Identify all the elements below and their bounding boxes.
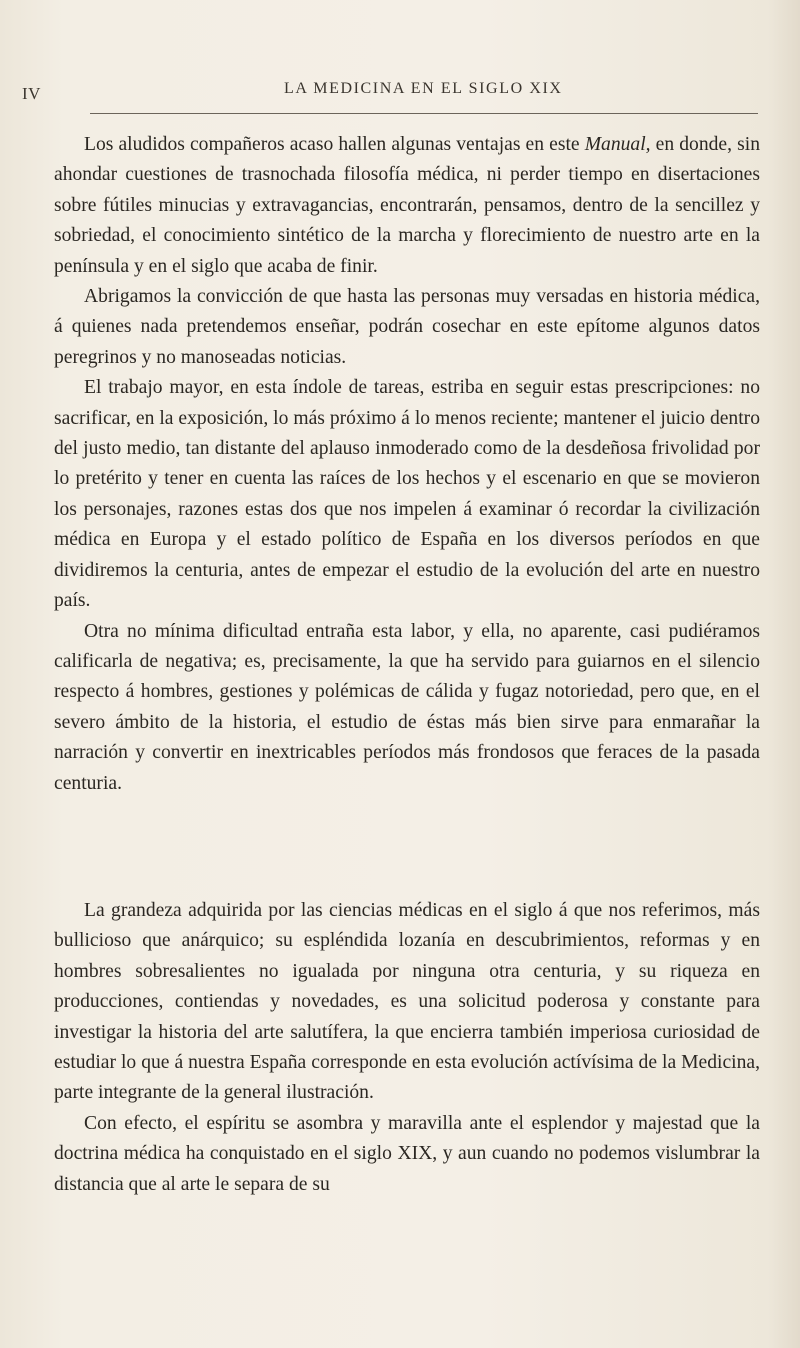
paragraph-5: La grandeza adquirida por las ciencias médicas en el siglo á que nos referimos, más bullicioso que anárquico; su espléndida lozanía en descubrimientos, reformas y en hombres sobresalientes no igualada por ninguna otra centuria, y su riqueza en producciones, contiendas y novedades, es una solicitud poderosa y constante para investigar la historia del arte salutífera, la que encierra también imperiosa curiosidad de estudiar lo que á nuestra España corresponde en esta evolución actívísima de la Medicina, parte integrante de la general ilustración. <box>54 900 760 1104</box>
paragraph-1-rest: en donde, sin ahondar cuestiones de trasnochada filosofía médica, ni perder tiempo en disertaciones sobre fútiles minucias y extravagancias, encontrarán, pensamos, dentro de la sencillez y sobriedad, el conocimiento sintético de la marcha y florecimiento de nuestro arte en la península y en el siglo que acaba de finir. <box>54 134 760 277</box>
paragraph-1 <box>54 130 760 282</box>
paragraph-3: El trabajo mayor, en esta índole de tareas, estriba en seguir estas prescripciones: no sacrificar, en la exposición, lo más próximo á lo menos reciente; mantener el juicio dentro del justo medio, tan distante del aplauso inmoderado como de la desdeñosa frivolidad por lo pretérito y tener en cuenta las raíces de los hechos y el escenario en que se movieron los personajes, razones estas dos que nos impelen á examinar ó recordar la civilización médica en Europa y el estado político de España en los diversos períodos en que dividiremos la centuria, antes de empezar el estudio de la evolución del arte en nuestro país. <box>54 377 760 612</box>
page-number: IV <box>22 84 41 103</box>
text-block-upper <box>54 130 760 799</box>
paragraph-1-lead: Los aludidos compañeros acaso hallen algunas ventajas en este <box>84 134 585 155</box>
paragraph-4: Otra no mínima dificultad entraña esta labor, y ella, no aparente, casi pudiéramos calificarla de negativa; es, precisamente, la que ha servido para guiarnos en el silencio respecto á hombres, gestiones y polémicas de cálida y fugaz notoriedad, pero que, en el severo ámbito de la historia, el estudio de éstas más bien sirve para enmarañar la narración y convertir en inextricables períodos más frondosos que feraces de la pasada centuria. <box>54 620 760 794</box>
running-head: LA MEDICINA EN EL SIGLO XIX <box>284 80 563 97</box>
manual-title: Manual, <box>584 134 651 155</box>
paragraph-6: Con efecto, el espíritu se asombra y maravilla ante el esplendor y majestad que la doctrina médica ha conquistado en el siglo XIX, y aun cuando no podemos vislumbrar la distancia que al arte le separa de su <box>54 1112 760 1195</box>
text-block-lower <box>54 896 760 1200</box>
paragraph-2: Abrigamos la convicción de que hasta las personas muy versadas en historia médica, á quienes nada pretendemos enseñar, podrán cosechar en este epítome algunos datos peregrinos y no manoseadas noticias. <box>54 286 760 368</box>
header-rule <box>90 113 758 114</box>
